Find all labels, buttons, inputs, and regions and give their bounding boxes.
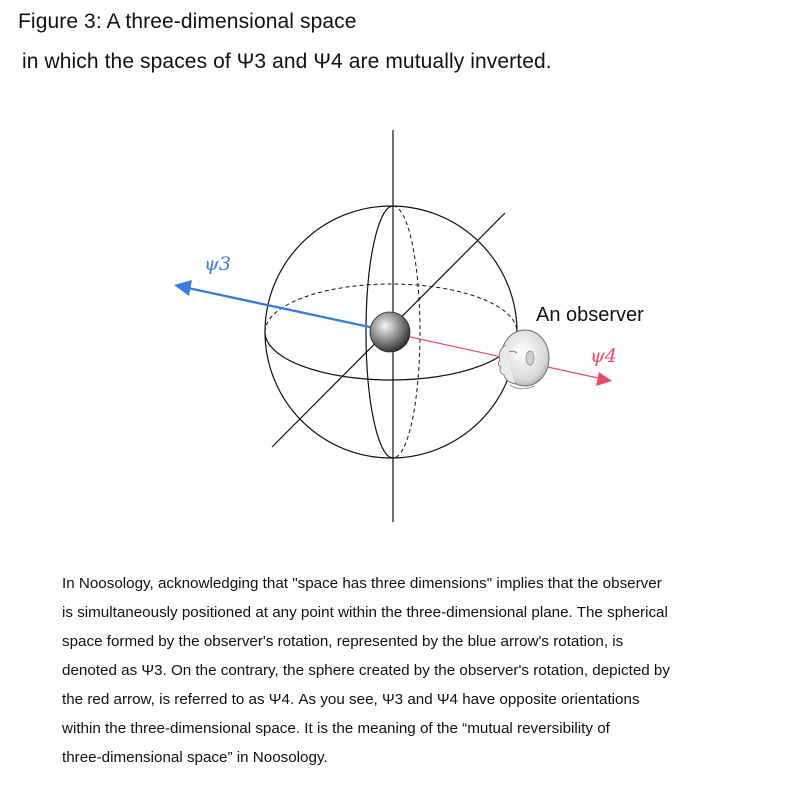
caption-line: within the three-dimensional space. It is the meaning of the “mutual reversibility of [62,720,610,737]
center-ball [370,312,410,352]
caption-line: is simultaneously positioned at any point within the three-dimensional plane. The spherical [62,604,668,621]
red-arrow-line [392,333,598,378]
caption-line: denoted as Ψ3. On the contrary, the sphere created by the observer's rotation, depicted by [62,662,670,679]
caption-line: space formed by the observer's rotation, represented by the blue arrow's rotation, is [62,633,624,650]
observer-label: An observer [536,304,644,326]
red-arrowhead [596,372,612,386]
figure-title-line-2: in which the spaces of Ψ3 and Ψ4 are mutually inverted. [22,50,552,73]
caption-line: the red arrow, is referred to as Ψ4. As you see, Ψ3 and Ψ4 have opposite orientations [62,691,640,708]
blue-arrow-label: ψ3 [204,253,231,275]
figure-title-line-1: Figure 3: A three-dimensional space [18,10,357,33]
observer-head-icon [498,330,549,389]
caption-text [62,569,752,772]
caption-line: In Noosology, acknowledging that "space has three dimensions" implies that the observer [62,575,662,592]
caption-line: three-dimensional space” in Noosology. [62,749,328,766]
blue-arrow-line [188,288,388,331]
red-arrow-label: ψ4 [590,345,617,367]
blue-arrowhead [174,280,192,296]
